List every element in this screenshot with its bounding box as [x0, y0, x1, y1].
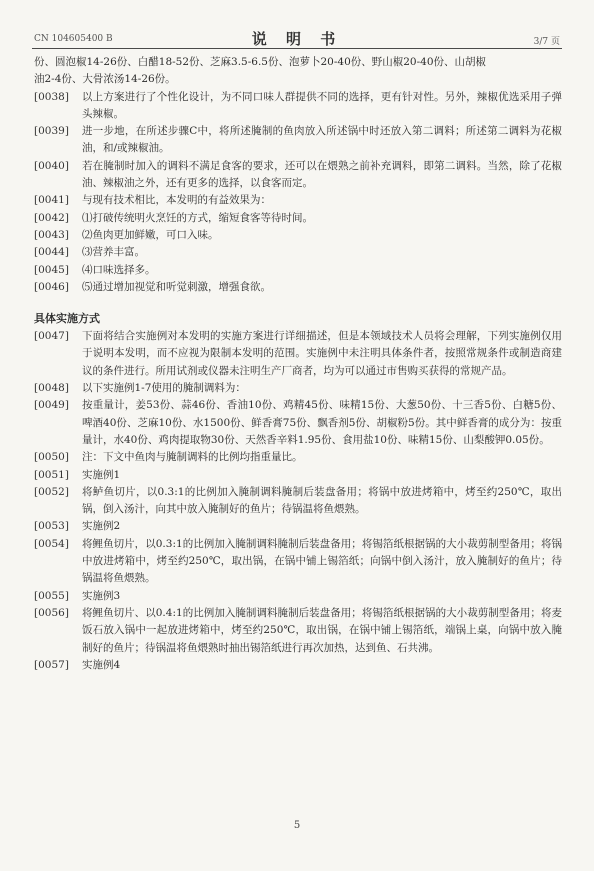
- paragraph-number: [0038]: [34, 90, 69, 103]
- paragraph: [34, 518, 562, 535]
- paragraph-text: 下面将结合实施例对本发明的实施方案进行详细描述，但是本领域技术人员将会理解，下列实施例仅用于说明本发明，而不应视为限制本发明的范围。实施例中未注明具体条件者，按照常规条件或制造商建议的条件进行。所用试剂或仪器未注明生产厂商者，均为可以通过市售购买获得的常规产品。: [82, 330, 562, 377]
- paragraph-number: [0048]: [34, 382, 69, 395]
- paragraph-number: [0044]: [34, 246, 69, 259]
- paragraph-number: [0052]: [34, 485, 69, 498]
- paragraph-number: [0049]: [34, 399, 69, 412]
- paragraph: [34, 328, 562, 380]
- paragraph: [34, 467, 562, 484]
- paragraph-group: [34, 89, 562, 297]
- paragraph-text: 以下实施例1-7使用的腌制调料为：: [82, 382, 246, 395]
- paragraph-text: 将鲤鱼切片、以0.4:1的比例加入腌制调料腌制后装盘备用；将锡箔纸根据锅的大小裁剪制型备用；将麦饭石放入锅中一起放进烤箱中，烤至约250℃，取出锅，在锅中铺上锡箔纸，端锅上桌，向锅中放入腌制好的鱼片；待锅温将鱼煨熟时抽出锡箔纸进行再次加热，达到鱼、石共沸。: [82, 606, 562, 654]
- document-title: 说 明 书: [251, 30, 343, 48]
- paragraph-text: ⑶营养丰富。: [82, 246, 145, 259]
- paragraph: [34, 210, 562, 227]
- paragraph: [34, 279, 562, 296]
- paragraph: [34, 123, 562, 158]
- paragraph-text: ⑵鱼肉更加鲜嫩，可口入味。: [82, 228, 219, 241]
- paragraph: [34, 89, 562, 124]
- paragraph-number: [0040]: [34, 159, 69, 172]
- paragraph-number: [0039]: [34, 125, 69, 138]
- paragraph-number: [0050]: [34, 451, 69, 464]
- paragraph-text: 若在腌制时加入的调料不满足食客的要求，还可以在煨熟之前补充调料，即第二调料。当然，除了花椒油、辣椒油之外，还有更多的选择，以食客而定。: [82, 159, 562, 190]
- paragraph-number: [0057]: [34, 658, 69, 671]
- paragraph-text: ⑸通过增加视觉和听觉刺激，增强食欲。: [82, 280, 271, 293]
- paragraph-text: 实施例2: [82, 520, 121, 533]
- section-gap: [34, 296, 562, 310]
- paragraph: [34, 192, 562, 209]
- paragraph-text: 注：下文中鱼肉与腌制调料的比例均指重量比。: [82, 451, 303, 464]
- paragraph: [34, 484, 562, 519]
- paragraph-text: ⑷口味选择多。: [82, 263, 156, 276]
- paragraph-text: 实施例3: [82, 589, 121, 602]
- paragraph-number: [0053]: [34, 520, 69, 533]
- paragraph-number: [0043]: [34, 228, 69, 241]
- paragraph-text: 以上方案进行了个性化设计，为不同口味人群提供不同的选择，更有针对性。另外，辣椒优选采用子弹头辣椒。: [82, 90, 562, 120]
- paragraph: [34, 536, 562, 588]
- paragraph: [34, 380, 562, 397]
- document-body: [34, 54, 562, 674]
- paragraph: [34, 158, 562, 193]
- paragraph-text: 与现有技术相比，本发明的有益效果为：: [82, 194, 271, 207]
- paragraph-text: 按重量计，姜53份、蒜46份、香油10份、鸡精45份、味精15份、大葱50份、十三香5份、白糖5份、啤酒40份、芝麻10份、水1500份、鲜香膏75份、飘香剂5份、胡椒粉5份。其中鲜香膏的成分为：按重量计，水40份、鸡肉提取物30份、天然香辛料1.95份、食用盐10份、味精15份、山梨酸钾0.05份。: [82, 399, 562, 446]
- paragraph: [34, 262, 562, 279]
- paragraph-group: [34, 328, 562, 674]
- paragraph-text: ⑴打破传统明火烹饪的方式，缩短食客等待时间。: [82, 211, 313, 224]
- intro-line: 份、圆泡椒14-26份、白醋18-52份、芝麻3.5-6.5份、泡萝卜20-40份、野山椒20-40份、山胡椒: [34, 56, 487, 68]
- paragraph: [34, 657, 562, 674]
- patent-number: CN 104605400 B: [34, 34, 113, 44]
- paragraph: [34, 397, 562, 449]
- paragraph: [34, 449, 562, 466]
- paragraph-number: [0046]: [34, 280, 69, 293]
- paragraph-number: [0042]: [34, 211, 69, 224]
- paragraph: [34, 227, 562, 244]
- intro-line: 油2-4份、大骨浓汤14-26份。: [34, 73, 176, 86]
- section-heading: 具体实施方式: [34, 312, 100, 326]
- paragraph-number: [0056]: [34, 606, 69, 619]
- paragraph-number: [0047]: [34, 330, 69, 343]
- paragraph-text: 将鲤鱼切片，以0.3:1的比例加入腌制调料腌制后装盘备用；将锡箔纸根据锅的大小裁剪制型备用；将锅中放进烤箱中，烤至约250℃，取出锅，在锅中铺上锡箔纸；向锅中倒入汤汁，放入腌制好的鱼片；待锅温将鱼煨熟。: [82, 537, 562, 585]
- paragraph-text: 实施例1: [82, 468, 121, 481]
- page-number: 5: [293, 820, 301, 831]
- page-indicator: 3/7 页: [533, 37, 560, 47]
- header-rule: [32, 48, 562, 49]
- paragraph-text: 将鲈鱼切片，以0.3:1的比例加入腌制调料腌制后装盘备用；将锅中放进烤箱中，烤至约250℃，取出锅，倒入汤汁，向其中放入腌制好的鱼片；待锅温将鱼煨熟。: [82, 485, 562, 516]
- paragraph-number: [0055]: [34, 589, 69, 602]
- paragraph-text: 进一步地，在所述步骤C中，将所述腌制的鱼肉放入所述锅中时还放入第二调料；所述第二调料为花椒油，和/或辣椒油。: [82, 125, 562, 155]
- paragraph: [34, 588, 562, 605]
- paragraph-number: [0045]: [34, 263, 69, 276]
- paragraph: [34, 244, 562, 261]
- paragraph-number: [0041]: [34, 194, 69, 207]
- paragraph-text: 实施例4: [82, 658, 121, 671]
- paragraph-number: [0054]: [34, 537, 69, 550]
- paragraph-number: [0051]: [34, 468, 69, 481]
- paragraph: [34, 605, 562, 657]
